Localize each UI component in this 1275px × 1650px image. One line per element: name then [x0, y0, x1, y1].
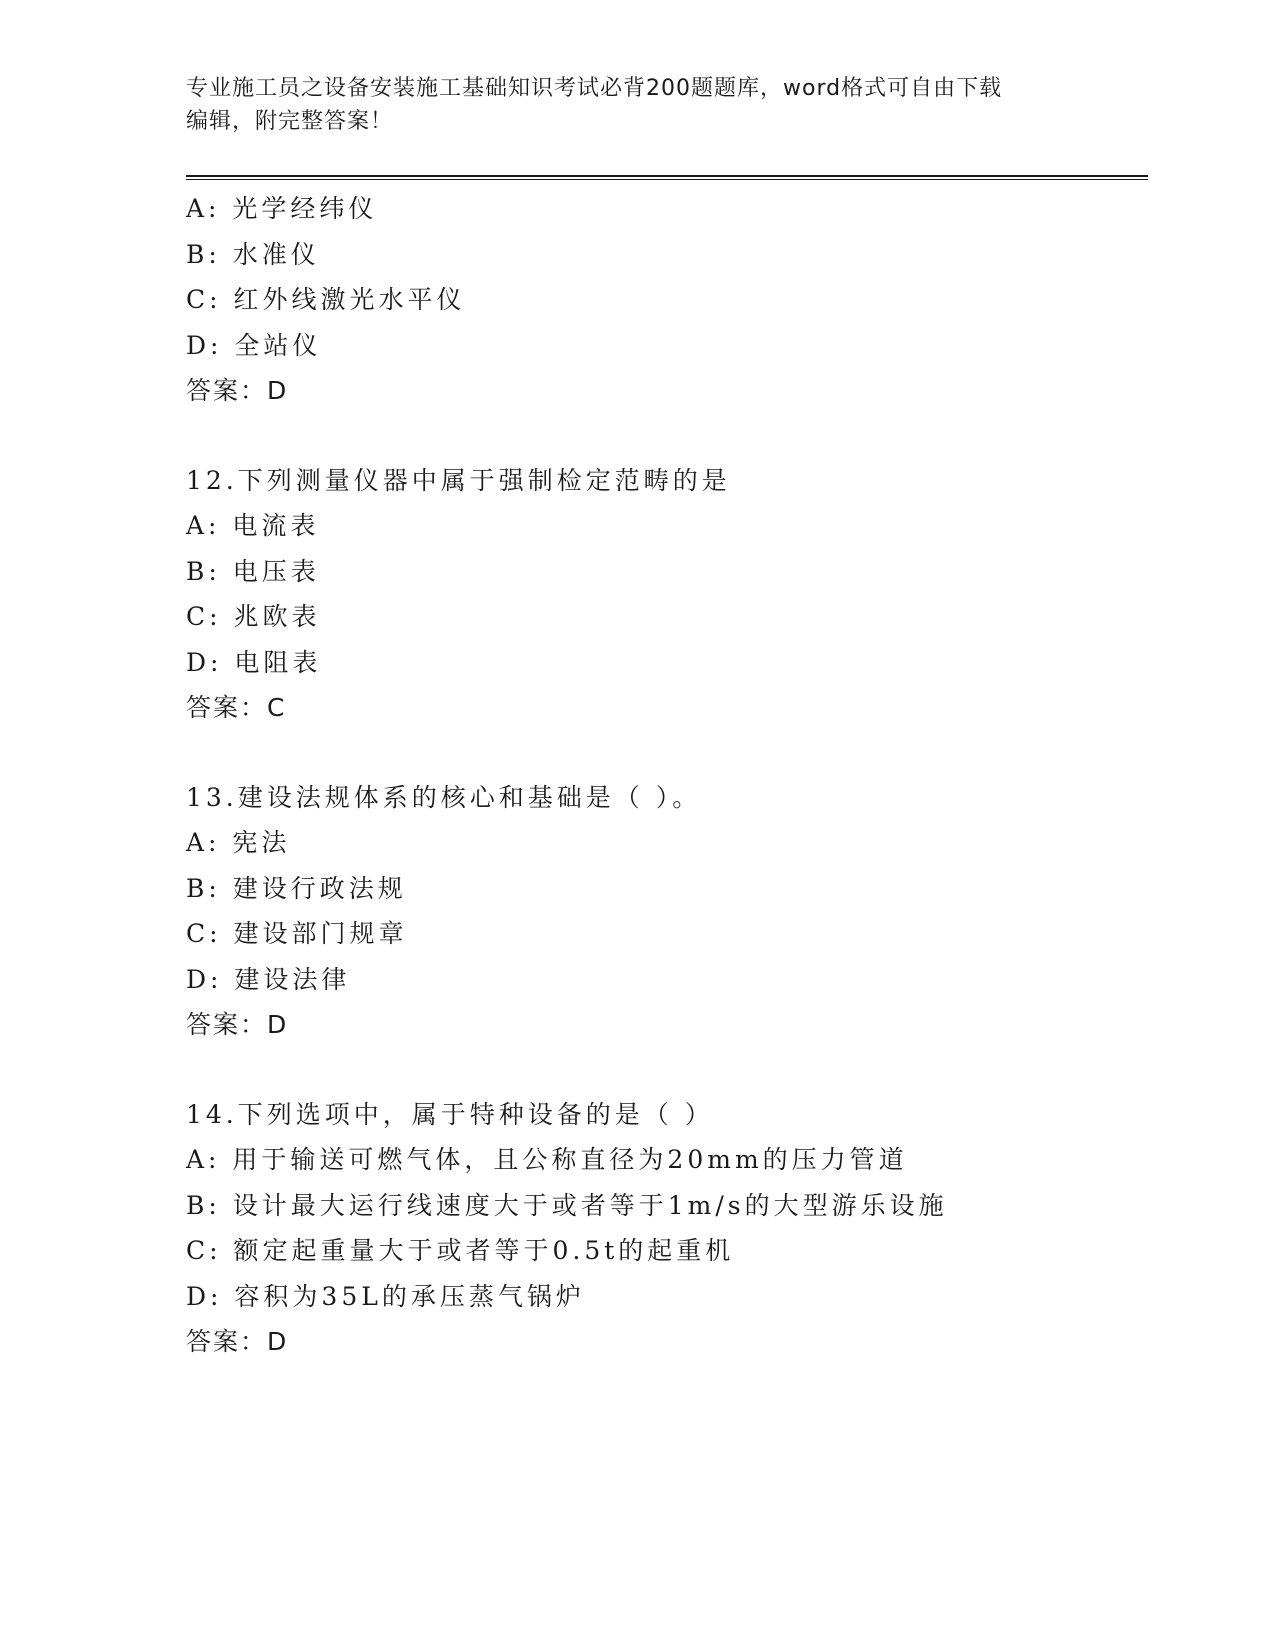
question-block-14 — [186, 1092, 1148, 1365]
question-block-13 — [186, 775, 1148, 1048]
answer-line: 答案：D — [186, 376, 289, 405]
document-header — [186, 72, 1066, 138]
spacer — [186, 1048, 1148, 1092]
answer-line: 答案：D — [186, 1327, 289, 1356]
option-b: B: 设计最大运行线速度大于或者等于1m/s的大型游乐设施 — [186, 1190, 948, 1220]
question-list — [186, 186, 1148, 1365]
header-divider — [186, 175, 1148, 180]
option-a: A: 宪法 — [186, 828, 291, 857]
answer-line: 答案：C — [186, 693, 287, 722]
spacer — [186, 731, 1148, 775]
option-a: A: 用于输送可燃气体，且公称直径为20mm的压力管道 — [186, 1145, 908, 1174]
option-a: A: 光学经纬仪 — [186, 194, 378, 223]
option-d: D: 电阻表 — [186, 647, 322, 677]
option-b: B: 电压表 — [186, 556, 320, 586]
question-stem: 14.下列选项中，属于特种设备的是（ ） — [186, 1099, 714, 1129]
option-a: A: 电流表 — [186, 511, 320, 540]
header-title-line-1: 专业施工员之设备安装施工基础知识考试必背200题题库，word格式可自由下载 — [186, 76, 1003, 101]
option-d: D: 容积为35L的承压蒸气锅炉 — [186, 1281, 585, 1311]
option-b: B: 水准仪 — [186, 239, 320, 269]
header-title-line-2: 编辑，附完整答案！ — [186, 109, 394, 134]
option-d: D: 建设法律 — [186, 964, 351, 994]
option-c: C: 红外线激光水平仪 — [186, 285, 466, 314]
option-c: C: 兆欧表 — [186, 602, 321, 631]
question-stem: 13.建设法规体系的核心和基础是（ ）。 — [186, 782, 702, 812]
question-block-12 — [186, 458, 1148, 731]
option-d: D: 全站仪 — [186, 330, 322, 360]
option-c: C: 额定起重量大于或者等于0.5t的起重机 — [186, 1236, 735, 1265]
option-c: C: 建设部门规章 — [186, 919, 408, 948]
question-block-11 — [186, 186, 1148, 414]
answer-line: 答案：D — [186, 1010, 289, 1039]
option-b: B: 建设行政法规 — [186, 873, 407, 903]
spacer — [186, 414, 1148, 458]
question-stem: 12.下列测量仪器中属于强制检定范畴的是 — [186, 465, 731, 495]
